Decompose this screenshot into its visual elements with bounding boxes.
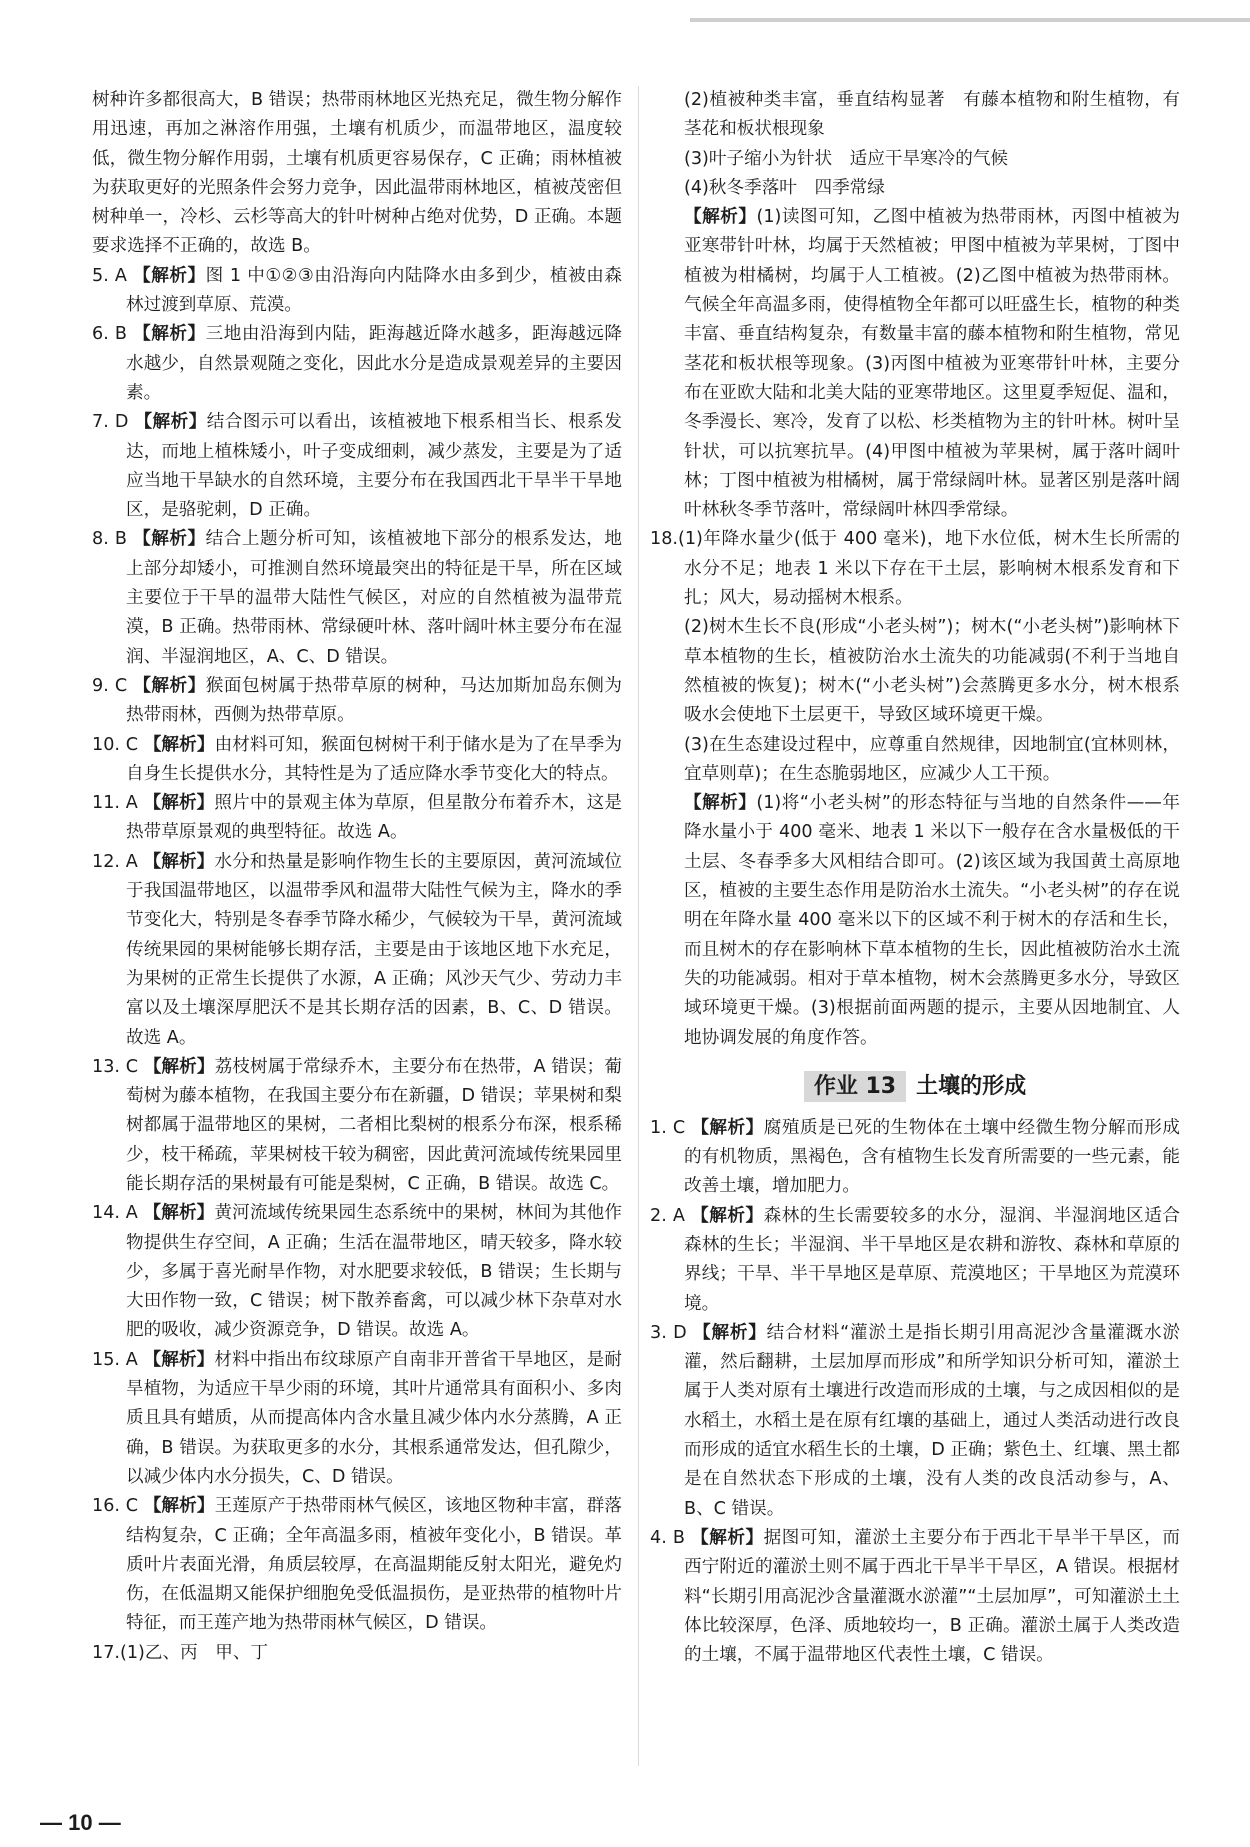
analysis-tag: 【解析】 xyxy=(143,1349,215,1370)
item-number: 9. C xyxy=(92,675,128,696)
analysis-tag: 【解析】 xyxy=(691,1205,764,1226)
soil-answer-4 xyxy=(650,1524,1180,1670)
analysis-text: 荔枝树属于常绿乔木，主要分布在热带，A 错误；葡萄树为藤本植物，在我国主要分布在新疆，D 错误；苹果树和梨树都属于温带地区的果树，二者相比梨树的根系分布深，根系稀少，枝干稀疏，苹果树枝干较为稠密，因此黄河流域传统果园里能长期存活的果树最有可能是梨树，C 正确，B 错误。故选 C。 xyxy=(126,1056,622,1194)
answer-18-part-3: (3)在生态建设过程中，应尊重自然规律，因地制宜(宜林则林，宜草则草)；在生态脆弱地区，应减少人工干预。 xyxy=(684,734,1180,784)
answer-item-18 xyxy=(650,525,1180,613)
analysis-tag: 【解析】 xyxy=(143,851,215,872)
analysis-tag: 【解析】 xyxy=(143,1203,215,1224)
continuation-paragraph: 树种许多都很高大，B 错误；热带雨林地区光热充足，微生物分解作用迅速，再加之淋溶作用强，土壤有机质少，而温带地区，温度较低，微生物分解作用弱，土壤有机质更容易保存，C 正确；雨林植被为获取更好的光照条件会努力竞争，因此温带雨林地区，植被茂密但树种单一，冷杉、云杉等高大的针叶树种占绝对优势，D 正确。本题要求选择不正确的，故选 B。 xyxy=(92,90,622,257)
answer-17-part-3: (3)叶子缩小为针状 适应干旱寒冷的气候 xyxy=(684,148,1009,169)
analysis-text: 由材料可知，猴面包树树干利于储水是为了在旱季为自身生长提供水分，其特性是为了适应降水季节变化大的特点。 xyxy=(126,734,622,784)
soil-answer-1 xyxy=(650,1114,1180,1202)
top-rule xyxy=(690,18,1250,22)
analysis-text: 黄河流域传统果园生态系统中的果树，林间为其他作物提供生存空间，A 正确；生活在温带地区，晴天较多，降水较少，多属于喜光耐旱作物，对水肥要求较低，B 错误；生长期与大田作物一致，C 错误；树下散养畜禽，可以减少林下杂草对水肥的吸收，减少资源竞争，D 错误。故选 A。 xyxy=(126,1203,622,1341)
soil-answer-3 xyxy=(650,1319,1180,1524)
answer-item-7 xyxy=(92,408,622,525)
item-number: 3. D xyxy=(650,1322,687,1343)
item-number: 4. B xyxy=(650,1527,685,1548)
answer-item-16 xyxy=(92,1492,622,1638)
section-heading xyxy=(650,1069,1180,1100)
item-number: 2. A xyxy=(650,1205,685,1226)
section-badge: 作业 13 xyxy=(804,1071,906,1102)
analysis-tag: 【解析】 xyxy=(691,1527,764,1548)
item-number: 13. C xyxy=(92,1056,138,1077)
answer-item-10 xyxy=(92,731,622,790)
analysis-text: 照片中的景观主体为草原，但星散分布着乔木，这是热带草原景观的典型特征。故选 A。 xyxy=(126,793,622,843)
answer-17-part-2: (2)植被种类丰富，垂直结构显著 有藤本植物和附生植物，有茎花和板状根现象 xyxy=(684,90,1180,140)
answer-item-5 xyxy=(92,262,622,321)
analysis-tag: 【解析】 xyxy=(133,675,206,696)
answer-item-6 xyxy=(92,320,622,408)
answer-text: (1)年降水量少(低于 400 毫米)，地下水位低，树木生长所需的水分不足；地表 1 米以下存在干土层，影响树木根系发育和下扎；风大，易动摇树木根系。 xyxy=(677,529,1180,609)
answer-18-analysis xyxy=(650,789,1180,1053)
column-divider xyxy=(638,86,639,1766)
analysis-tag: 【解析】 xyxy=(133,529,206,550)
item-number: 6. B xyxy=(92,324,127,345)
analysis-tag: 【解析】 xyxy=(133,265,206,286)
analysis-text: 结合图示可以看出，该植被地下根系相当长、根系发达，而地上植株矮小，叶子变成细刺，减少蒸发，主要是为了适应当地干旱缺水的自然环境，主要分布在我国西北干旱半干旱地区，是骆驼刺，D 正确。 xyxy=(126,412,622,521)
analysis-text: 森林的生长需要较多的水分，湿润、半湿润地区适合森林的生长；半湿润、半干旱地区是农耕和游牧、森林和草原的界线；干旱、半干旱地区是草原、荒漠地区；干旱地区为荒漠环境。 xyxy=(684,1205,1180,1314)
analysis-tag: 【解析】 xyxy=(143,793,215,814)
right-column xyxy=(650,86,1180,1670)
answer-item-13 xyxy=(92,1053,622,1199)
analysis-text: 据图可知，灌淤土主要分布于西北干旱半干旱区，而西宁附近的灌淤土则不属于西北干旱半干旱区，A 错误。根据材料“长期引用高泥沙含量灌溉水淤灌”“土层加厚”，可知灌淤土土体比较深厚，色泽、质地较均一，B 正确。灌淤土属于人类改造的土壤，不属于温带地区代表性土壤，C 错误。 xyxy=(684,1527,1180,1666)
item-number: 15. A xyxy=(92,1349,138,1370)
analysis-text: (1)将“小老头树”的形态特征与当地的自然条件——年降水量小于 400 毫米、地表 1 米以下一般存在含水量极低的干土层、冬春季多大风相结合即可。(2)该区域为我国黄土高原地区，植被的主要生态作用是防治水土流失。“小老头树”的存在说明在年降水量 400 毫米以下的区域不利于树木的存活和生长，而且树木的存在影响林下草本植物的生长，因此植被防治水土流失的功能减弱。相对于草本植物，树木会蒸腾更多水分，导致区域环境更干燥。(3)根据前面两题的提示，主要从因地制宜、人地协调发展的角度作答。 xyxy=(684,793,1180,1048)
analysis-text: 图 1 中①②③由沿海向内陆降水由多到少，植被由森林过渡到草原、荒漠。 xyxy=(126,265,622,316)
item-number: 10. C xyxy=(92,734,138,755)
analysis-text: 王莲原产于热带雨林气候区，该地区物种丰富，群落结构复杂，C 正确；全年高温多雨，植被年变化小，B 错误。革质叶片表面光滑，角质层较厚，在高温期能反射太阳光，避免灼伤，在低温期又能保护细胞免受低温损伤，是亚热带的植物叶片特征，而王莲产地为热带雨林气候区，D 错误。 xyxy=(126,1496,622,1634)
left-column xyxy=(92,86,622,1668)
analysis-tag: 【解析】 xyxy=(143,734,215,755)
answer-18-part-2: (2)树木生长不良(形成“小老头树”)；树木(“小老头树”)影响林下草本植物的生长，植被防治水土流失的功能减弱(不利于当地自然植被的恢复)；树木(“小老头树”)会蒸腾更多水分，树木根系吸水会使地下土层更干，导致区域环境更干燥。 xyxy=(684,617,1180,726)
analysis-text: 腐殖质是已死的生物体在土壤中经微生物分解而形成的有机物质，黑褐色，含有植物生长发育所需要的一些元素，能改善土壤，增加肥力。 xyxy=(684,1117,1180,1197)
page-number: — 10 — xyxy=(40,1810,121,1835)
item-number: 16. C xyxy=(92,1496,138,1517)
item-number: 5. A xyxy=(92,265,127,286)
analysis-text: 结合上题分析可知，该植被地下部分的根系发达，地上部分却矮小，可推测自然环境最突出的特征是干旱，所在区域主要位于干旱的温带大陆性气候区，对应的自然植被为温带荒漠，B 正确。热带雨林、常绿硬叶林、落叶阔叶林主要分布在湿润、半湿润地区，A、C、D 错误。 xyxy=(126,529,622,667)
analysis-text: 猴面包树属于热带草原的树种，马达加斯加岛东侧为热带雨林，西侧为热带草原。 xyxy=(126,675,622,726)
item-number: 1. C xyxy=(650,1117,686,1138)
analysis-tag: 【解析】 xyxy=(143,1056,215,1077)
item-number: 11. A xyxy=(92,793,138,814)
answer-17-analysis xyxy=(650,203,1180,525)
item-number: 8. B xyxy=(92,529,127,550)
soil-answer-2 xyxy=(650,1202,1180,1319)
analysis-text: 水分和热量是影响作物生长的主要原因，黄河流域位于我国温带地区，以温带季风和温带大陆性气候为主，降水的季节变化大，特别是冬春季节降水稀少，气候较为干旱，黄河流域传统果园的果树能够长期存活，主要是由于该地区地下水充足，为果树的正常生长提供了水源，A 正确；风沙天气少、劳动力丰富以及土壤深厚肥沃不是其长期存活的因素，B、C、D 错误。故选 A。 xyxy=(126,851,622,1048)
answer-text: (1)乙、丙 甲、丁 xyxy=(119,1642,269,1663)
item-number: 18. xyxy=(650,529,678,550)
answer-17-part-4: (4)秋冬季落叶 四季常绿 xyxy=(684,177,885,198)
analysis-tag: 【解析】 xyxy=(143,1496,215,1517)
analysis-text: 三地由沿海到内陆，距海越近降水越多，距海越远降水越少，自然景观随之变化，因此水分是造成景观差异的主要因素。 xyxy=(126,324,622,403)
answer-item-11 xyxy=(92,789,622,848)
answer-item-14 xyxy=(92,1199,622,1345)
analysis-tag: 【解析】 xyxy=(684,793,757,814)
analysis-tag: 【解析】 xyxy=(693,1322,767,1343)
item-number: 12. A xyxy=(92,851,138,872)
answer-item-17 xyxy=(92,1639,622,1668)
item-number: 17. xyxy=(92,1642,120,1663)
analysis-tag: 【解析】 xyxy=(684,207,757,228)
analysis-tag: 【解析】 xyxy=(691,1117,764,1138)
answer-item-15 xyxy=(92,1346,622,1492)
item-number: 14. A xyxy=(92,1203,138,1224)
answer-item-9 xyxy=(92,672,622,731)
analysis-text: (1)读图可知，乙图中植被为热带雨林，丙图中植被为亚寒带针叶林，均属于天然植被；甲图中植被为苹果树，丁图中植被为柑橘树，均属于人工植被。(2)乙图中植被为热带雨林。气候全年高温多雨，使得植物全年都可以旺盛生长，植物的种类丰富、垂直结构复杂，有数量丰富的藤本植物和附生植物，常见茎花和板状根等现象。(3)丙图中植被为亚寒带针叶林，主要分布在亚欧大陆和北美大陆的亚寒带地区。这里夏季短促、温和，冬季漫长、寒冷，发育了以松、杉类植物为主的针叶林。树叶呈针状，可以抗寒抗旱。(4)甲图中植被为苹果树，属于落叶阔叶林；丁图中植被为柑橘树，属于常绿阔叶林。显著区别是落叶阔叶林秋冬季节落叶，常绿阔叶林四季常绿。 xyxy=(684,207,1180,521)
answer-item-12 xyxy=(92,848,622,1053)
answer-item-8 xyxy=(92,525,622,671)
analysis-text: 结合材料“灌淤土是指长期引用高泥沙含量灌溉水淤灌，然后翻耕，土层加厚而形成”和所学知识分析可知，灌淤土属于人类对原有土壤进行改造而形成的土壤，与之成因相似的是水稻土，水稻土是在原有红壤的基础上，通过人类活动进行改良而形成的适宜水稻生长的土壤，D 正确；紫色土、红壤、黑土都是在自然状态下形成的土壤，没有人类的改良活动参与，A、B、C 错误。 xyxy=(684,1322,1180,1519)
analysis-text: 材料中指出布纹球原产自南非开普省干旱地区，是耐旱植物，为适应干旱少雨的环境，其叶片通常具有面积小、多肉质且具有蜡质，从而提高体内含水量且减少体内水分蒸腾，A 正确，B 错误。为获取更多的水分，其根系通常发达，但孔隙少，以减少体内水分损失，C、D 错误。 xyxy=(126,1349,622,1487)
analysis-tag: 【解析】 xyxy=(133,324,206,345)
item-number: 7. D xyxy=(92,412,129,433)
section-title: 土壤的形成 xyxy=(916,1073,1027,1099)
analysis-tag: 【解析】 xyxy=(134,412,207,433)
